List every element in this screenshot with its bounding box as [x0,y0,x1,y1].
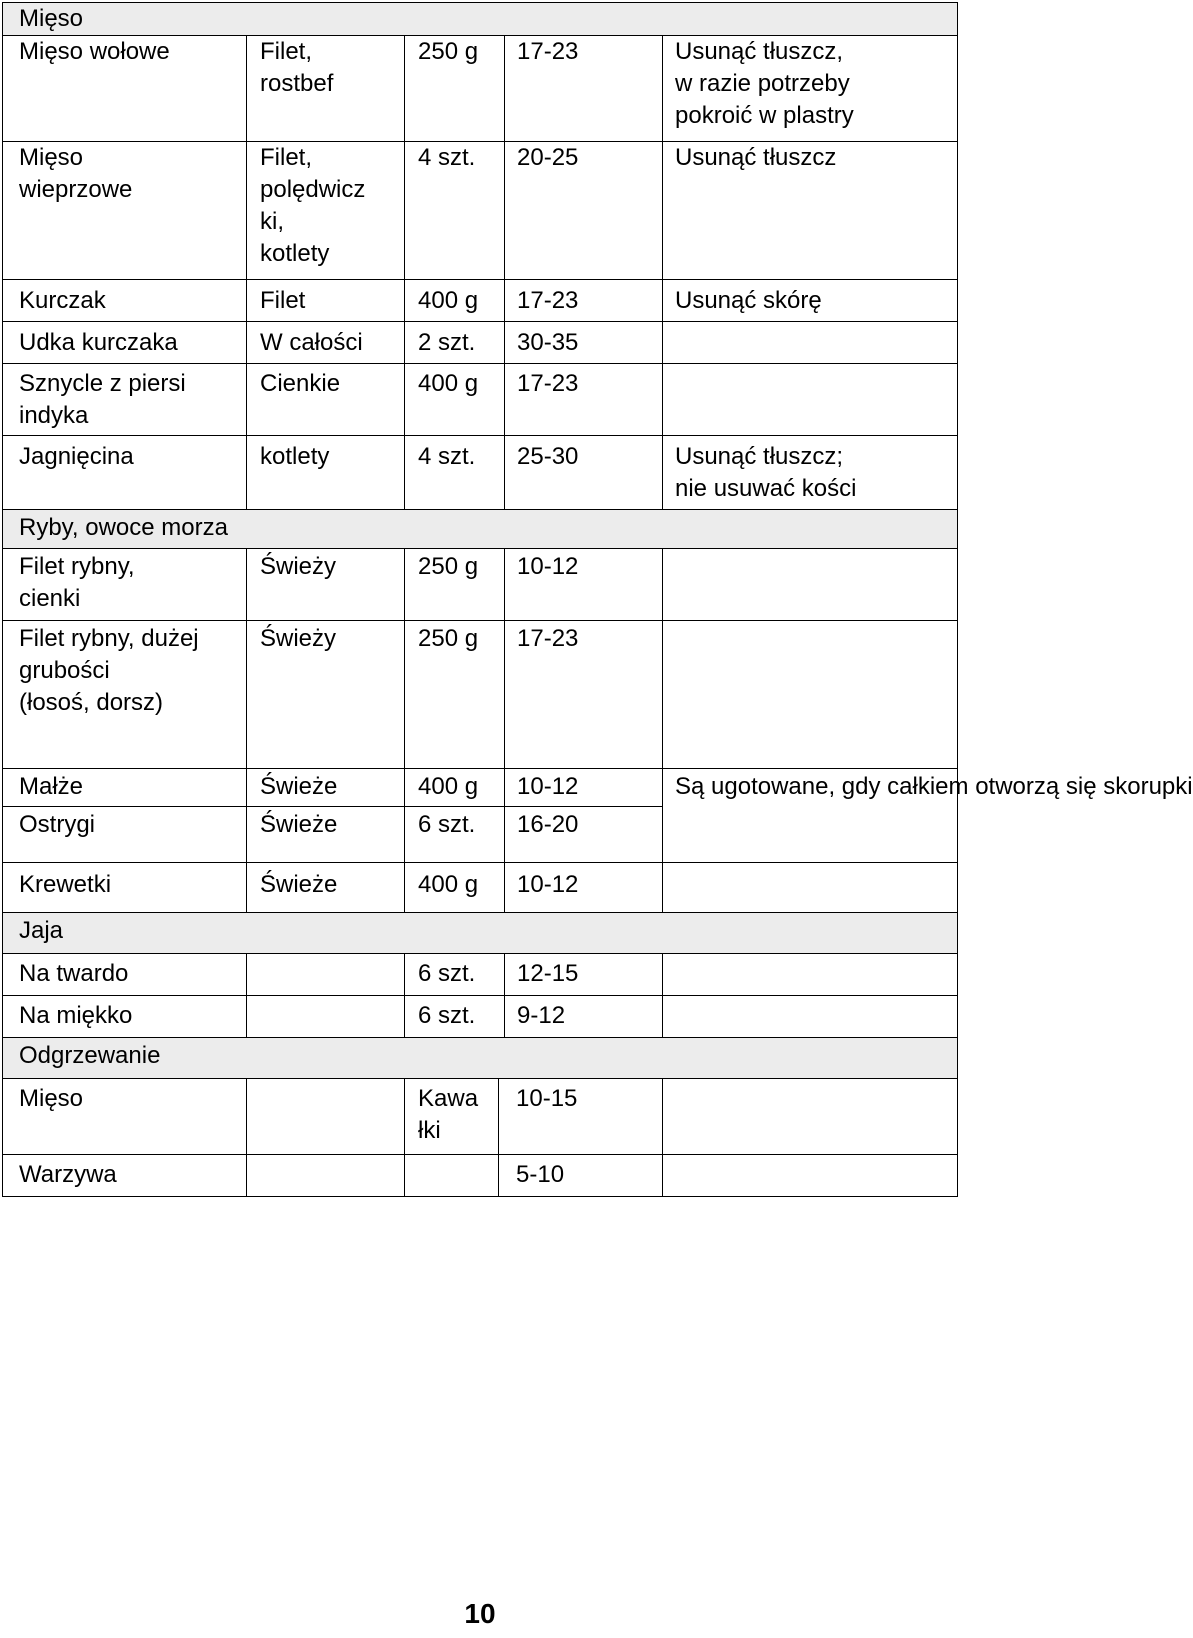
time-cell: 9-12 [505,996,663,1038]
cut-cell [247,996,405,1038]
note-line: Są ugotowane, gdy [675,773,881,800]
table-row [3,36,958,142]
steaming-table [2,2,1193,1197]
food-cell: Kurczak [3,280,247,322]
cut-cell [247,1155,405,1197]
food-cell: Warzywa [3,1155,247,1197]
time-cell: 17-23 [505,621,663,769]
time-cell: 17-23 [505,36,663,142]
amount-cell: 400 g [405,280,505,322]
time-cell: 30-35 [505,322,663,364]
cut-cell [247,1079,405,1155]
table-row [3,280,958,322]
food-cell: Udka kurczaka [3,322,247,364]
food-cell: Mięso [3,1079,247,1155]
table-row [3,364,958,436]
section-title-eggs: Jaja [3,913,958,954]
note-cell [663,1155,958,1197]
table-row [3,1155,958,1197]
food-cell: Małże [3,769,247,807]
food-cell: Krewetki [3,863,247,913]
cut-cell: Filet, polędwicz ki, kotlety [247,142,405,280]
time-cell: 20-25 [505,142,663,280]
page-number: 10 [464,1598,496,1629]
cut-cell: W całości [247,322,405,364]
cut-cell: Świeży [247,621,405,769]
amount-cell: 2 szt. [405,322,505,364]
note-cell [663,322,958,364]
section-row-fish [3,510,958,549]
section-row-reheat [3,1038,958,1079]
table-row [3,1079,958,1155]
food-cell: Filet rybny, cienki [3,549,247,621]
table-row [3,954,958,996]
food-cell: Mięso wołowe [3,36,247,142]
amount-cell: Kawa łki [405,1079,499,1155]
section-title-fish: Ryby, owoce morza [3,510,958,549]
note-cell [663,863,958,913]
time-cell: 12-15 [505,954,663,996]
note-cell [663,996,958,1038]
amount-cell: 400 g [405,364,505,436]
note-line: całkiem otworzą się skorupki [887,773,1193,800]
amount-cell: 4 szt. [405,142,505,280]
food-cell: Ostrygi [3,807,247,863]
food-cell: Na twardo [3,954,247,996]
cut-cell: Cienkie [247,364,405,436]
cut-cell: Filet [247,280,405,322]
amount-cell: 6 szt. [405,807,505,863]
cut-cell: Świeże [247,807,405,863]
note-cell: Usunąć tłuszcz; nie usuwać kości [663,436,958,510]
note-cell [663,1079,958,1155]
amount-cell [405,1155,499,1197]
cut-cell [247,954,405,996]
table-row [3,322,958,364]
cut-cell: Świeże [247,863,405,913]
amount-cell: 6 szt. [405,996,505,1038]
cut-cell: Świeży [247,549,405,621]
section-row-meat [3,3,958,36]
note-cell [663,769,1193,863]
amount-cell: 250 g [405,36,505,142]
food-cell: Mięso wieprzowe [3,142,247,280]
note-cell: Usunąć skórę [663,280,958,322]
note-cell [663,364,958,436]
table-row [3,621,958,769]
note-cell: Usunąć tłuszcz [663,142,958,280]
time-cell: 10-12 [505,769,663,807]
time-cell: 16-20 [505,807,663,863]
cut-cell: Świeże [247,769,405,807]
table-row [3,142,958,280]
food-cell: Jagnięcina [3,436,247,510]
time-cell: 10-12 [505,549,663,621]
time-cell: 17-23 [505,364,663,436]
table-row [3,996,958,1038]
section-title-meat: Mięso [3,3,958,36]
amount-cell: 400 g [405,863,505,913]
time-cell: 25-30 [505,436,663,510]
note-cell: Usunąć tłuszcz, w razie potrzeby pokroić w plastry [663,36,958,142]
food-cell: Sznycle z piersi indyka [3,364,247,436]
note-cell [663,549,958,621]
time-cell: 17-23 [505,280,663,322]
table-row [3,769,958,807]
table-row [3,863,958,913]
time-cell: 10-15 [499,1079,663,1155]
section-title-reheat: Odgrzewanie [3,1038,958,1079]
note-cell [663,954,958,996]
amount-cell: 250 g [405,549,505,621]
table-row [3,549,958,621]
amount-cell: 400 g [405,769,505,807]
section-row-eggs [3,913,958,954]
amount-cell: 4 szt. [405,436,505,510]
time-cell: 10-12 [505,863,663,913]
cut-cell: kotlety [247,436,405,510]
cut-cell: Filet, rostbef [247,36,405,142]
amount-cell: 6 szt. [405,954,505,996]
food-cell: Na miękko [3,996,247,1038]
time-cell: 5-10 [499,1155,663,1197]
amount-cell: 250 g [405,621,505,769]
food-cell: Filet rybny, dużej grubości (łosoś, dorsz) [3,621,247,769]
table-row [3,436,958,510]
note-cell [663,621,958,769]
